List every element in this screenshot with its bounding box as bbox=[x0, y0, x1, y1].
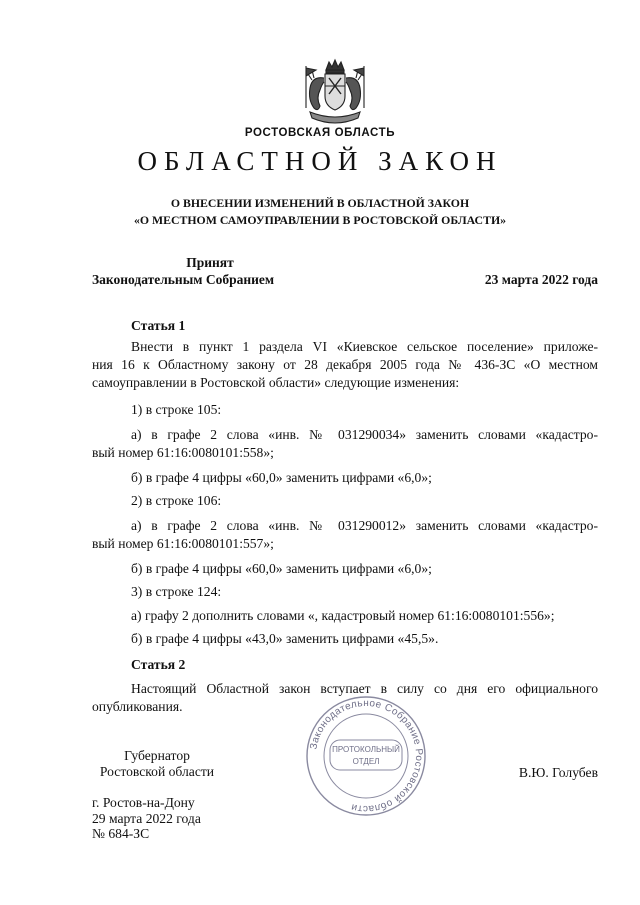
law-subtitle-line-2: «О МЕСТНОМ САМОУПРАВЛЕНИИ В РОСТОВСКОЙ ОБЛАСТИ» bbox=[133, 213, 507, 227]
item-3-row-124: 3) в строке 124: bbox=[131, 584, 222, 599]
document-type-title: ОБЛАСТНОЙ ЗАКОН bbox=[137, 146, 503, 176]
law-subtitle-line-1: О ВНЕСЕНИИ ИЗМЕНЕНИЙ В ОБЛАСТНОЙ ЗАКОН bbox=[170, 196, 470, 210]
item-1a-line-1: а) в графе 2 слова «инв. № 031290034» заменить словами «кадастро- bbox=[131, 427, 598, 442]
article-2-text-line-1: Настоящий Областной закон вступает в силу со дня его официального bbox=[131, 681, 598, 696]
signatory-name: В.Ю. Голубев bbox=[518, 765, 598, 780]
signing-city: г. Ростов-на-Дону bbox=[92, 795, 195, 810]
adopted-label: Принят bbox=[186, 255, 234, 270]
item-3a: а) графу 2 дополнить словами «, кадастровый номер 61:16:0080101:556»; bbox=[131, 608, 555, 623]
item-1a-line-2: вый номер 61:16:0080101:558»; bbox=[92, 445, 274, 460]
item-2b: б) в графе 4 цифры «60,0» заменить цифрами «6,0»; bbox=[131, 561, 432, 576]
coat-of-arms-emblem bbox=[296, 56, 374, 128]
signatory-title-line-1: Губернатор bbox=[124, 748, 190, 763]
article-2-text-line-2: опубликования. bbox=[92, 699, 183, 714]
article-1-intro-line-1: Внести в пункт 1 раздела VI «Киевское сельское поселение» приложе- bbox=[131, 339, 598, 354]
stamp-inner-line-2: ОТДЕЛ bbox=[352, 757, 380, 766]
article-2-heading: Статья 2 bbox=[131, 657, 186, 672]
item-2a-line-1: а) в графе 2 слова «инв. № 031290012» заменить словами «кадастро- bbox=[131, 518, 598, 533]
item-1b: б) в графе 4 цифры «60,0» заменить цифрами «6,0»; bbox=[131, 470, 432, 485]
item-1-row-105: 1) в строке 105: bbox=[131, 402, 222, 417]
region-name: РОСТОВСКАЯ ОБЛАСТЬ bbox=[244, 127, 396, 139]
article-1-intro-line-2: ния 16 к Областному закону от 28 декабря 2005 года № 436-ЗС «О местном bbox=[92, 357, 598, 372]
signatory-title-line-2: Ростовской области bbox=[99, 764, 215, 779]
article-1-heading: Статья 1 bbox=[131, 318, 186, 333]
official-stamp bbox=[304, 694, 428, 818]
item-2a-line-2: вый номер 61:16:0080101:557»; bbox=[92, 536, 274, 551]
item-3b: б) в графе 4 цифры «43,0» заменить цифрами «45,5». bbox=[131, 631, 439, 646]
law-number: № 684-ЗС bbox=[92, 826, 150, 841]
stamp-ring-text: Законодательное Собрание Ростовской области bbox=[308, 697, 425, 815]
item-2-row-106: 2) в строке 106: bbox=[131, 493, 222, 508]
adoption-date: 23 марта 2022 года bbox=[484, 272, 598, 287]
stamp-inner-line-1: ПРОТОКОЛЬНЫЙ bbox=[332, 745, 400, 754]
place-date-number bbox=[92, 795, 201, 842]
article-1-intro-line-3: самоуправлении в Ростовской области» следующие изменения: bbox=[92, 375, 460, 390]
signing-date: 29 марта 2022 года bbox=[92, 810, 201, 826]
adopting-body: Законодательным Собранием bbox=[92, 272, 275, 287]
